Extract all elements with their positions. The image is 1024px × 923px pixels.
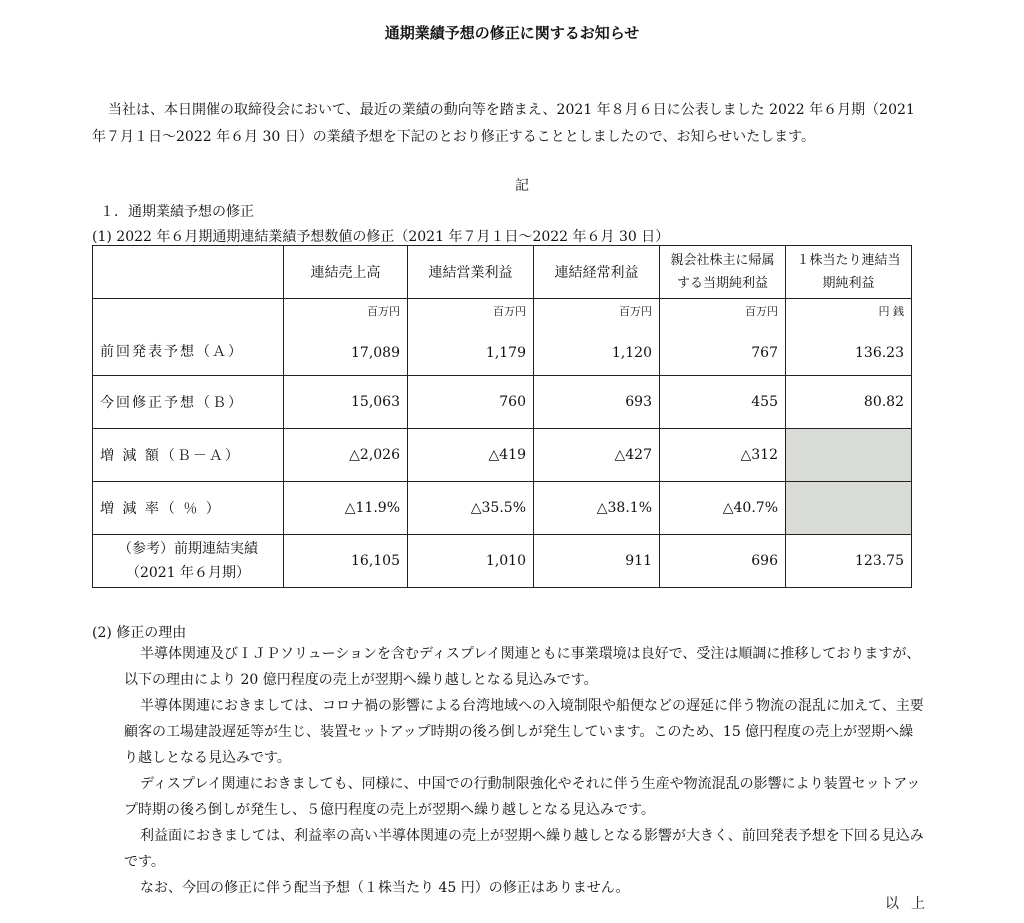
row-label: 前回発表予想（Ａ） bbox=[93, 299, 284, 376]
table-cell: 16,105 bbox=[284, 535, 408, 588]
table-cell: 911 bbox=[534, 535, 660, 588]
table-cell: △11.9% bbox=[284, 482, 408, 535]
row-label: （参考）前期連結実績（2021 年６月期） bbox=[93, 535, 284, 588]
row-label: 今回修正予想（Ｂ） bbox=[93, 376, 284, 429]
reason-paragraph: 利益面におきましては、利益率の高い半導体関連の売上が翌期へ繰り越しとなる影響が大きく、前回発表予想を下回る見込みです。 bbox=[124, 828, 924, 870]
forecast-table bbox=[92, 245, 912, 588]
row-label: 増 減 額（Ｂ－Ａ） bbox=[93, 429, 284, 482]
table-cell: △427 bbox=[534, 429, 660, 482]
unit-label: 百万円 bbox=[745, 305, 778, 318]
table-cell bbox=[284, 299, 408, 376]
table-cell: 693 bbox=[534, 376, 660, 429]
header-blank bbox=[93, 246, 284, 299]
header-sales: 連結売上高 bbox=[284, 246, 408, 299]
shaded-cell bbox=[786, 429, 912, 482]
table-cell: 15,063 bbox=[284, 376, 408, 429]
table-cell: 760 bbox=[408, 376, 534, 429]
table-cell: 696 bbox=[660, 535, 786, 588]
table-cell: △40.7% bbox=[660, 482, 786, 535]
intro-paragraph: 当社は、本日開催の取締役会において、最近の業績の動向等を踏まえ、2021 年８月６日に公表しました 2022 年６月期（2021 年７月１日～2022 年６月 30 日）の業績予想を下記のとおり修正することとしましたので、お知らせいたします。 bbox=[92, 102, 915, 145]
table-row-reference bbox=[93, 535, 912, 588]
reason-paragraph: 半導体関連及びＩＪＰソリューションを含むディスプレイ関連ともに事業環境は良好で、受注は順調に推移しておりますが、以下の理由により 20 億円程度の売上が翌期へ繰り越しとなる見込みです。 bbox=[124, 646, 921, 688]
table-cell bbox=[660, 299, 786, 376]
unit-label: 円 銭 bbox=[878, 305, 904, 318]
unit-label: 百万円 bbox=[619, 305, 652, 318]
header-eps: １株当たり連結当期純利益 bbox=[786, 246, 912, 299]
table-cell bbox=[534, 299, 660, 376]
table-cell: △312 bbox=[660, 429, 786, 482]
table-cell bbox=[786, 299, 912, 376]
cell-value: 767 bbox=[751, 345, 778, 361]
table-cell: 123.75 bbox=[786, 535, 912, 588]
section1-subheading: (1) 2022 年６月期通期連結業績予想数値の修正（2021 年７月１日～2022 年６月 30 日） bbox=[92, 229, 670, 245]
cell-value: 1,179 bbox=[485, 345, 526, 361]
table-row-revised bbox=[93, 376, 912, 429]
closing-mark: 以上 bbox=[885, 896, 937, 912]
table-cell: △38.1% bbox=[534, 482, 660, 535]
reason-paragraph: ディスプレイ関連におきましても、同様に、中国での行動制限強化やそれに伴う生産や物流混乱の影響により装置セットアップ時期の後ろ倒しが発生し、５億円程度の売上が翌期へ繰り越しとなる見込みです。 bbox=[124, 776, 921, 818]
unit-label: 百万円 bbox=[493, 305, 526, 318]
section2-heading: (2) 修正の理由 bbox=[92, 625, 187, 641]
table-cell: 1,010 bbox=[408, 535, 534, 588]
table-header-row bbox=[93, 246, 912, 299]
reasons-body bbox=[124, 641, 924, 901]
table-row-change-amount bbox=[93, 429, 912, 482]
table-cell: △2,026 bbox=[284, 429, 408, 482]
reason-paragraph: なお、今回の修正に伴う配当予想（１株当たり 45 円）の修正はありません。 bbox=[140, 880, 630, 896]
table-cell: △419 bbox=[408, 429, 534, 482]
row-label: 増 減 率（ ％ ） bbox=[93, 482, 284, 535]
header-net-income: 親会社株主に帰属する当期純利益 bbox=[660, 246, 786, 299]
table-cell: 80.82 bbox=[786, 376, 912, 429]
ki-marker: 記 bbox=[515, 178, 529, 194]
table-cell bbox=[408, 299, 534, 376]
cell-value: 136.23 bbox=[855, 345, 904, 361]
cell-value: 1,120 bbox=[611, 345, 652, 361]
cell-value: 17,089 bbox=[351, 345, 400, 361]
table-cell: △35.5% bbox=[408, 482, 534, 535]
section1-heading: １．通期業績予想の修正 bbox=[100, 204, 254, 220]
shaded-cell bbox=[786, 482, 912, 535]
table-row-change-rate bbox=[93, 482, 912, 535]
table-row-previous bbox=[93, 299, 912, 376]
table-cell: 455 bbox=[660, 376, 786, 429]
reason-paragraph: 半導体関連におきましては、コロナ禍の影響による台湾地域への入境制限や船便などの遅延に伴う物流の混乱に加えて、主要顧客の工場建設遅延等が生じ、装置セットアップ時期の後ろ倒しが発生しています。このため、15 億円程度の売上が翌期へ繰り越しとなる見込みです。 bbox=[124, 698, 924, 766]
unit-label: 百万円 bbox=[367, 305, 400, 318]
page-title: 通期業績予想の修正に関するお知らせ bbox=[384, 24, 640, 42]
header-ordinary-profit: 連結経常利益 bbox=[534, 246, 660, 299]
header-operating-profit: 連結営業利益 bbox=[408, 246, 534, 299]
